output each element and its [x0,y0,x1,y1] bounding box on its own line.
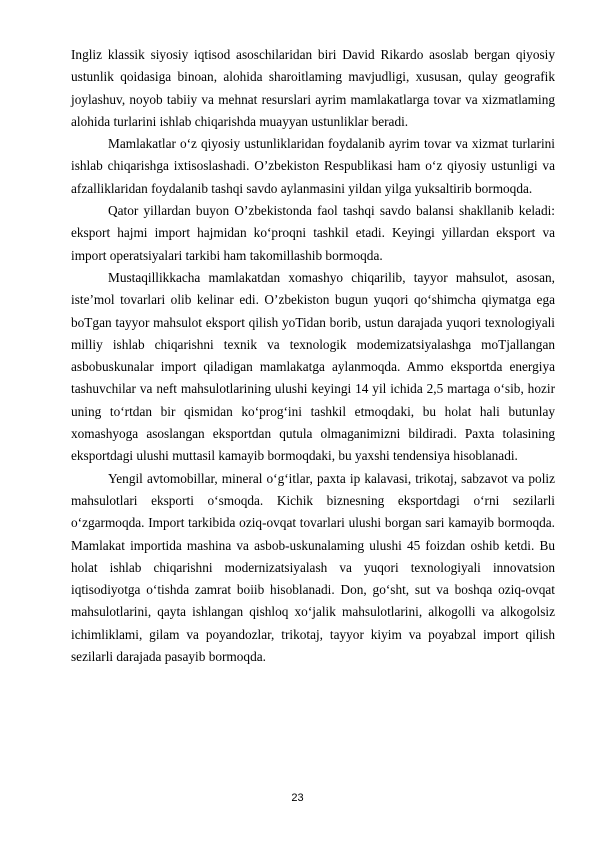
paragraph: Mamlakatlar o‘z qiyosiy ustunliklaridan foydalanib ayrim tovar va xizmat turlarini ishlab chiqarishga ixtisoslashadi. O’zbekiston Respublikasi ham o‘z qiyosiy ustunligi va afzalliklaridan foydalanib tashqi savdo aylanmasini yildan yilga yuksaltirib bormoqda. [71,136,555,196]
page-number: 23 [291,792,304,804]
paragraph: Yengil avtomobillar, mineral o‘g‘itlar, paxta ip kalavasi, trikotaj, sabzavot va poliz mahsulotlari eksporti o‘smoqda. Kichik biznesning eksportdagi o‘rni sezilarli o‘zgarmoqda. Import tarkibida oziq-ovqat tovarlari ulushi borgan sari kamayib bormoqda. Mamlakat importida mashina va asbob-uskunalaming ulushi 45 foizdan oshib ketdi. Bu holat ishlab chiqarishni modernizatsiyalash va yuqori texnologiyali innovatsion iqtisodiyotga o‘tishda zamrat boiib hisoblanadi. Don, go‘sht, sut va boshqa oziq-ovqat mahsulotlarini, qayta ishlangan qishloq xo‘jalik mahsulotlarini, alkogolli va alkogolsiz ichimliklami, gilam va poyandozlar, trikotaj, tayyor kiyim va poyabzal import qilish sezilarli darajada pasayib bormoqda. [71,470,555,665]
paragraph: Ingliz klassik siyosiy iqtisod asoschilaridan biri David Rikardo asoslab bergan qiyosiy ustunlik qoidasiga binoan, alohida sharoitlaming mavjudligi, xususan, qulay geografik joylashuv, noyob tabiiy va mehnat resurslari ayrim mamlakatlarga tovar va xizmatlaming alohida turlarini ishlab chiqarishda muayyan ustunliklar beradi. [71,47,555,129]
paragraph: Qator yillardan buyon O’zbekistonda faol tashqi savdo balansi shakllanib keladi: eksport hajmi import hajmidan ko‘proqni tashkil etadi. Keyingi yillardan eksport va import operatsiyalari tarkibi ham takomillashib bormoqda. [71,203,555,263]
paragraph: Mustaqillikkacha mamlakatdan xomashyo chiqarilib, tayyor mahsulot, asosan, iste’mol tovarlari olib kelinar edi. O’zbekiston bugun yuqori qo‘shimcha qiymatga ega boTgan tayyor mahsulot eksport qilish yoTidan borib, ustun darajada yuqori texnologiyali milliy ishlab chiqarishni texnik va texnologik modemizatsiyalashga moTjallangan asbobuskunalar import qiladigan mamlakatga aylanmoqda. Ammo eksportda energiya tashuvchilar va neft mahsulotlarining ulushi keyingi 14 yil ichida 2,5 martaga o‘sib, hozir uning to‘rtdan bir qismidan ko‘prog‘ini tashkil etmoqdaki, bu holat hali butunlay xomashyoga asoslangan eksportdan qutula olmaganimizni bildiradi. Paxta tolasining eksportdagi ulushi muttasil kamayib bormoqdaki, bu yaxshi tendensiya hisoblanadi. [71,269,555,464]
document-body [71,44,555,668]
